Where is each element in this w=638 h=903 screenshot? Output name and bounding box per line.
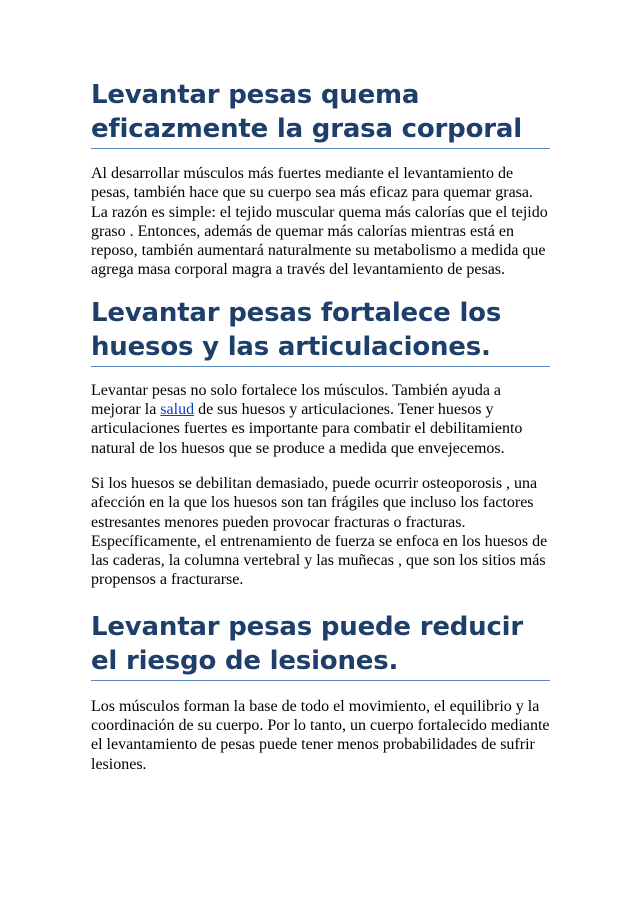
paragraph-text: Levantar pesas no solo fortalece los músculos. También ayuda a mejorar la: [91, 381, 502, 419]
section-fat-burning: [91, 78, 550, 280]
section-paragraph: [91, 381, 550, 458]
section-paragraph: Al desarrollar músculos más fuertes mediante el levantamiento de pesas, también hace que su cuerpo sea más eficaz para quemar grasa. La razón es simple: el tejido muscular quema más calorías que el tejido graso . Entonces, además de quemar más calorías mientras está en reposo, también aumentará naturalmente su metabolismo a medida que agrega masa corporal magra a través del levantamiento de pesas.: [91, 165, 548, 279]
section-heading: Levantar pesas puede reducir el riesgo de lesiones.: [91, 610, 550, 681]
section-injury-risk: [91, 610, 550, 774]
section-bones-joints: [91, 296, 550, 590]
document-page: [91, 78, 550, 774]
section-paragraph: Si los huesos se debilitan demasiado, puede ocurrir osteoporosis , una afección en la que los huesos son tan frágiles que incluso los factores estresantes menores pueden provocar fracturas o fracturas. Específicamente, el entrenamiento de fuerza se enfoca en los huesos de las caderas, la columna vertebral y las muñecas , que son los sitios más propensos a fracturarse.: [91, 474, 548, 589]
section-heading: Levantar pesas quema eficazmente la grasa corporal: [91, 78, 550, 149]
paragraph-text: de sus huesos y articulaciones. Tener huesos y articulaciones fuertes es importante para combatir el debilitamiento natural de los huesos que se produce a medida que envejecemos.: [91, 401, 523, 457]
salud-link[interactable]: salud: [160, 401, 195, 419]
section-heading: Levantar pesas fortalece los huesos y las articulaciones.: [91, 296, 550, 367]
section-paragraph: Los músculos forman la base de todo el movimiento, el equilibrio y la coordinación de su cuerpo. Por lo tanto, un cuerpo fortalecido mediante el levantamiento de pesas puede tener menos probabilidades de sufrir lesiones.: [91, 697, 550, 773]
